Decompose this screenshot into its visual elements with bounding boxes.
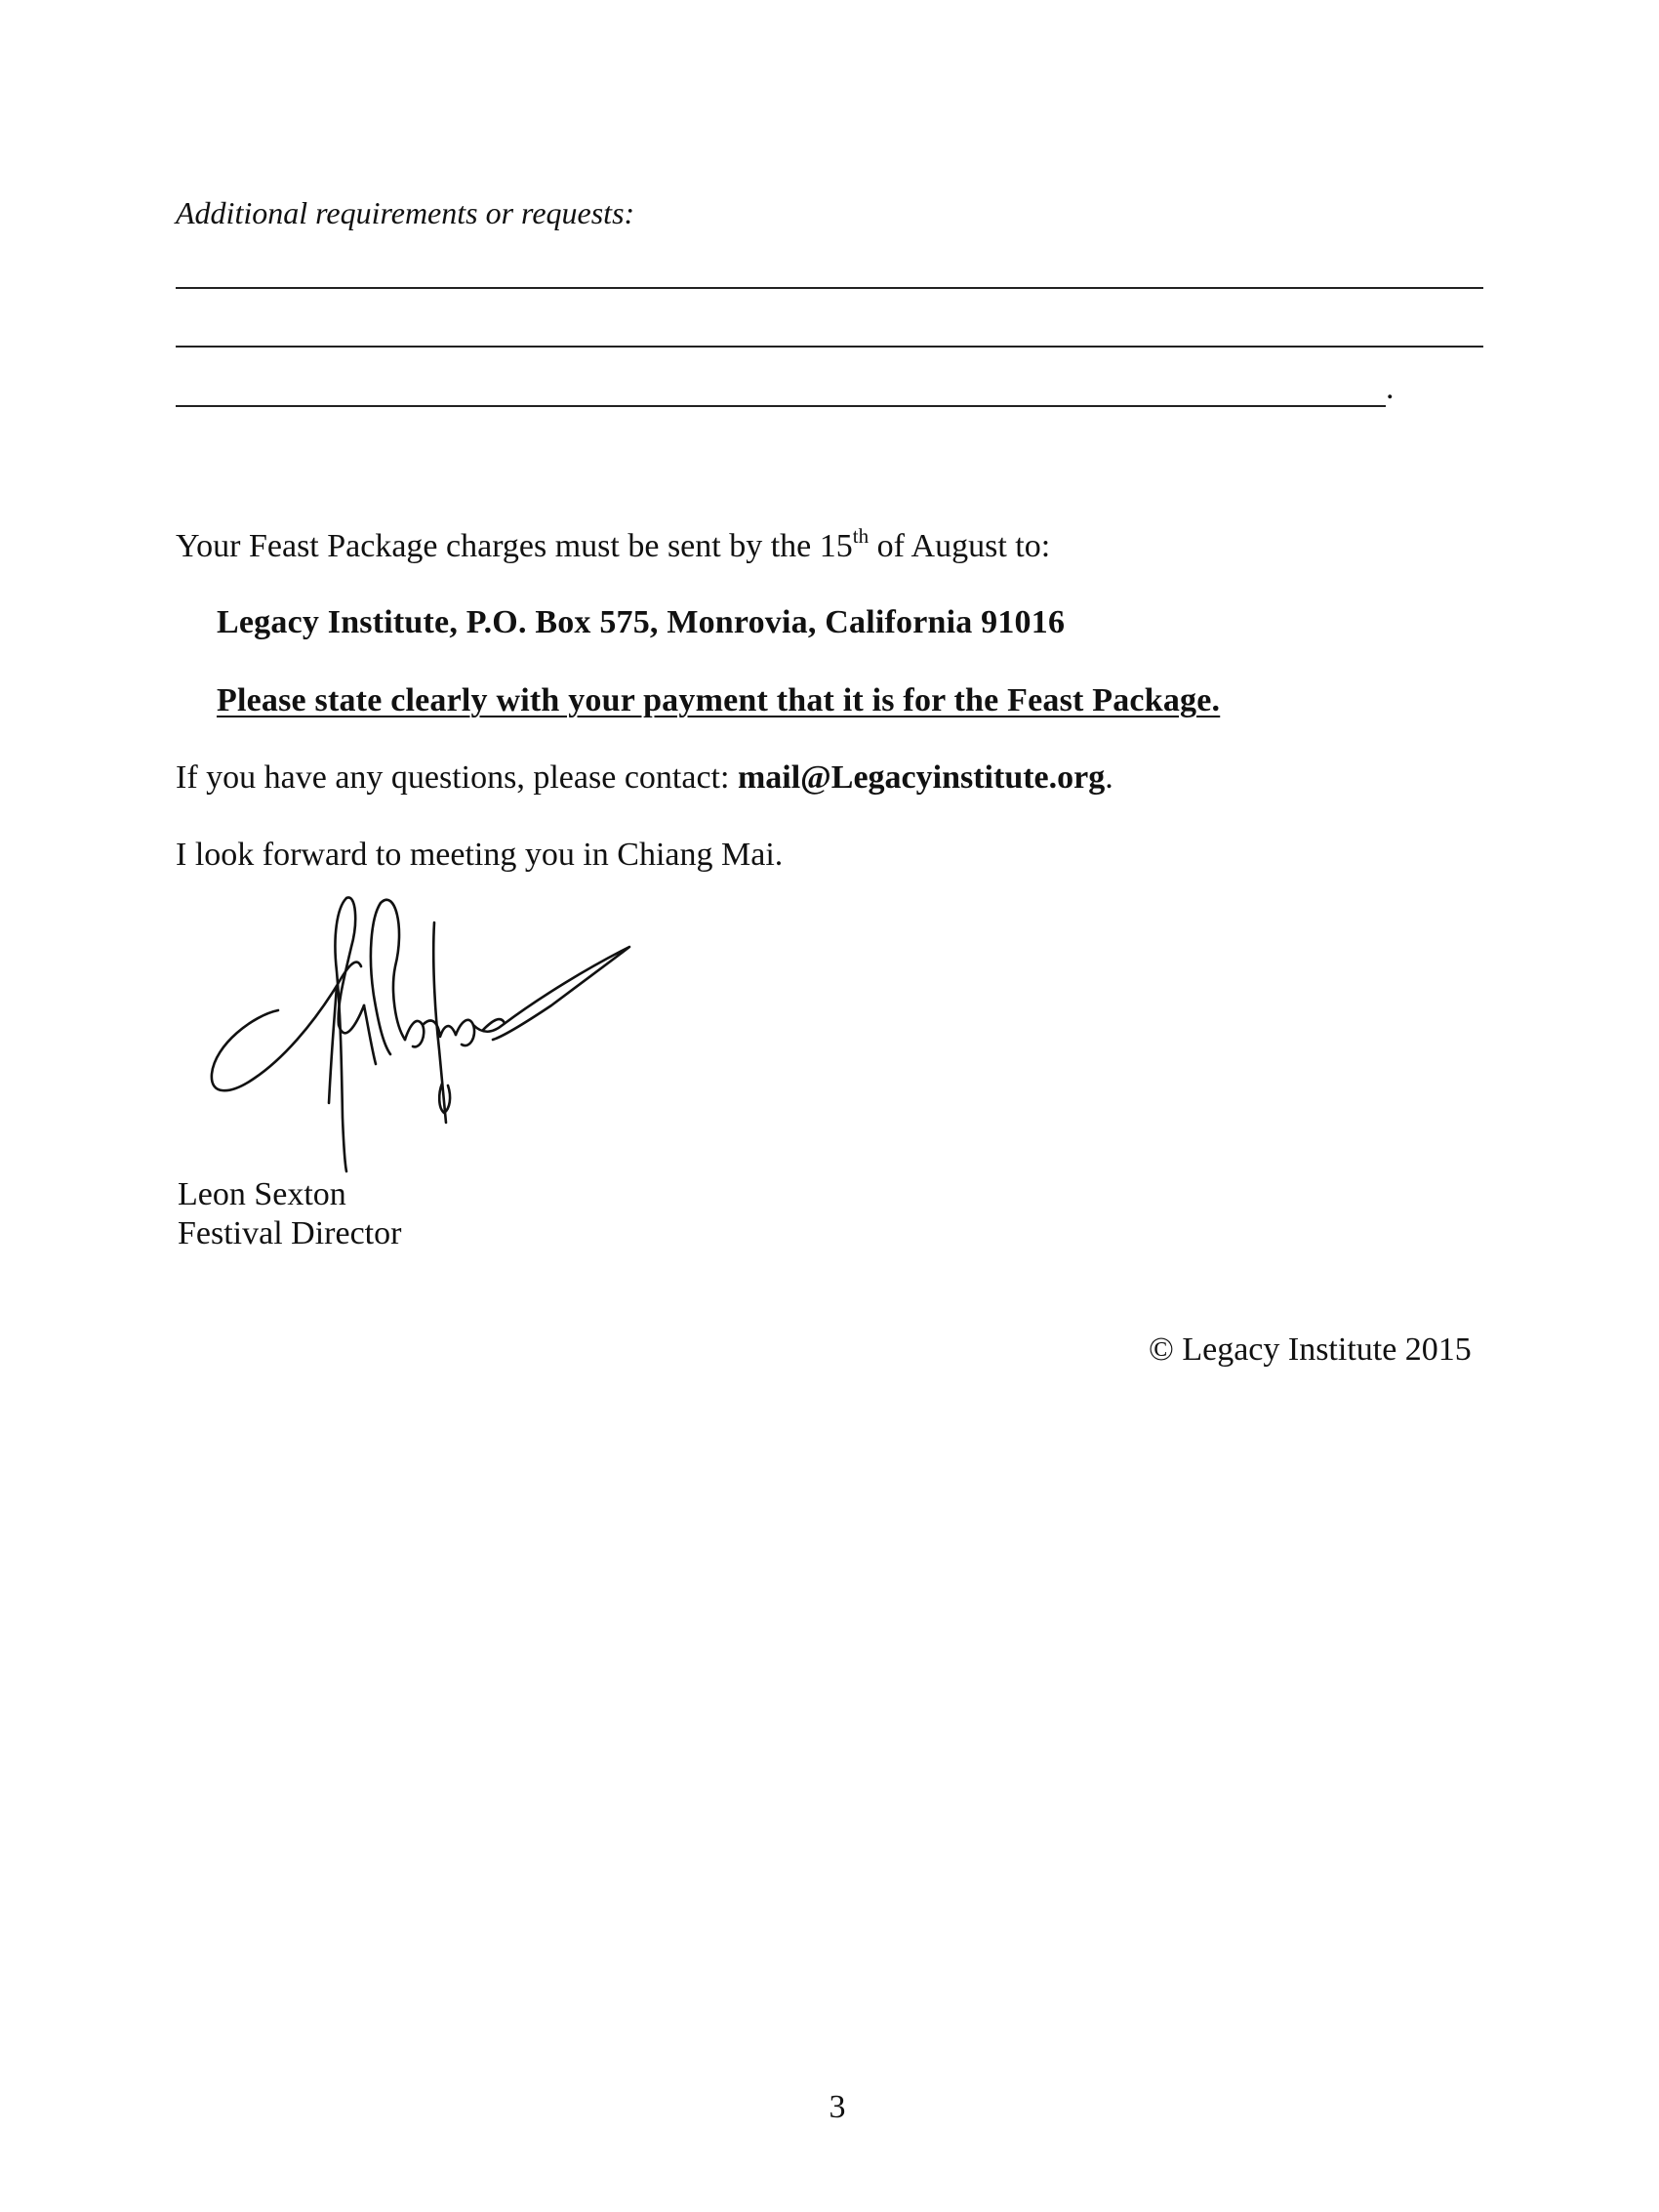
request-fill-line-3[interactable]	[176, 405, 1386, 407]
additional-requests-label: Additional requirements or requests:	[176, 195, 635, 230]
closing-sentence: I look forward to meeting you in Chiang Mai.	[176, 837, 784, 873]
mailing-address: Legacy Institute, P.O. Box 575, Monrovia, California 91016	[217, 604, 1066, 640]
payment-note: Please state clearly with your payment that it is for the Feast Package.	[217, 682, 1221, 718]
charges-deadline-text	[176, 526, 1050, 567]
contact-suffix: .	[1105, 759, 1113, 796]
request-fill-line-2[interactable]	[176, 346, 1483, 348]
request-fill-line-1[interactable]	[176, 287, 1483, 289]
charges-text-before: Your Feast Package charges must be sent by the 15	[176, 528, 853, 564]
contact-line	[176, 758, 1113, 799]
request-line-period: .	[1386, 370, 1395, 406]
signer-name: Leon Sexton	[178, 1176, 346, 1212]
handwritten-signature	[200, 879, 649, 1176]
contact-prefix: If you have any questions, please contact:	[176, 759, 738, 796]
ordinal-superscript: th	[852, 524, 870, 548]
contact-email-link[interactable]: mail@Legacyinstitute.org	[737, 759, 1106, 796]
copyright-notice: © Legacy Institute 2015	[1149, 1331, 1472, 1368]
page-number: 3	[829, 2089, 846, 2125]
signer-title: Festival Director	[178, 1215, 402, 1251]
charges-text-after: of August to:	[869, 528, 1051, 564]
